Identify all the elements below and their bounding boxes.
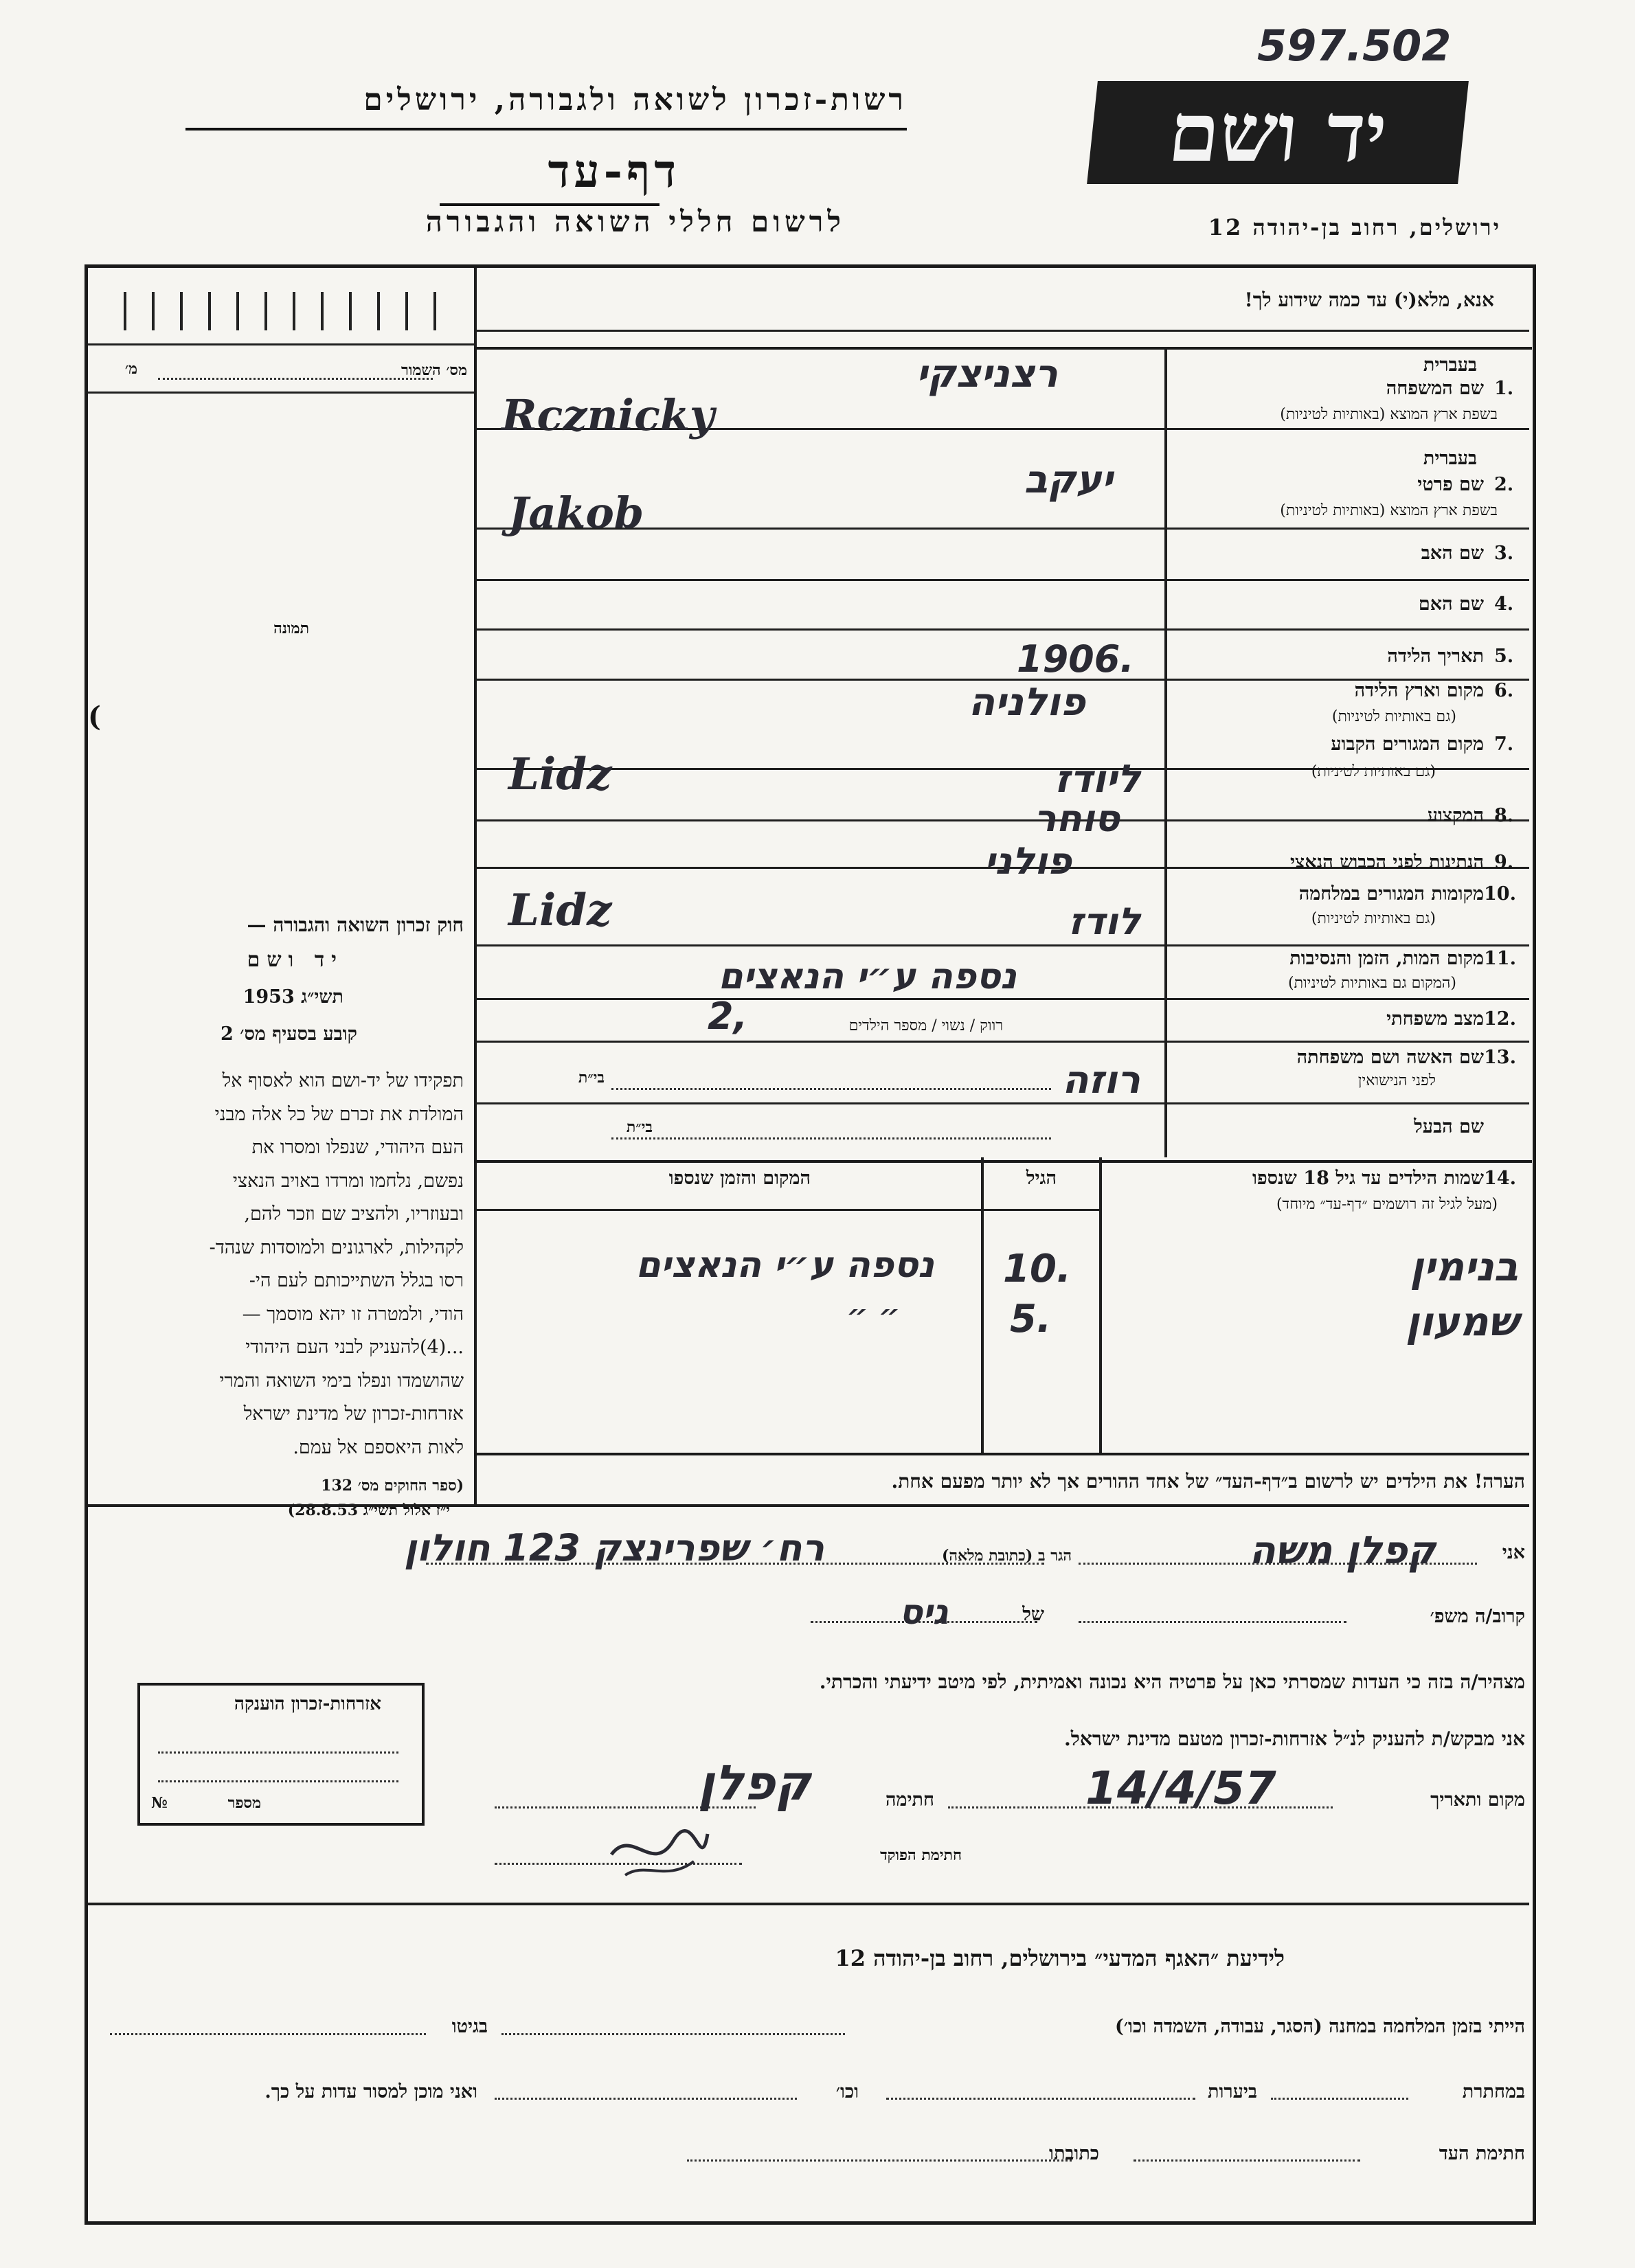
field-13-number: 13. — [1484, 1047, 1516, 1068]
law-reference-2: י״ז אלול תשי״ג 28.8.53) — [287, 1501, 450, 1519]
husband-birth-label: בי״ת — [626, 1118, 653, 1136]
yad-vashem-address: ירושלים, רחוב בן-יהודה 12 — [1208, 214, 1501, 240]
field-9-number: 9. — [1494, 852, 1514, 873]
field-12-options: רווק / נשוי / מספר הילדים — [848, 1017, 1003, 1034]
law-logo: יד ושם — [247, 948, 343, 972]
field-7-number: 7. — [1494, 734, 1514, 755]
law-line: נפשם, נלחמו ומרדו באויב הנאצי — [232, 1170, 464, 1192]
law-line: המולדת את זכרם של כל אלה מבני — [214, 1103, 464, 1125]
child-2-place: ״ ״ — [846, 1298, 900, 1333]
field-7-label: מקום המגורים הקבוע — [1331, 734, 1484, 755]
children-number: 14. — [1484, 1168, 1516, 1189]
law-year: תשי״ג 1953 — [243, 986, 343, 1008]
law-title: חוק זכרון השואה והגבורה — — [247, 914, 464, 936]
declaration-date: 14/4/57 — [1085, 1762, 1276, 1815]
form-title: דף-עד — [548, 144, 680, 198]
child-1-name: בנימין — [1410, 1243, 1518, 1290]
archive-number: 597.502 — [1257, 21, 1452, 71]
field-8-number: 8. — [1494, 805, 1514, 826]
field-10-number: 10. — [1484, 883, 1516, 905]
field-13-label: שם האשה ושם משפחתה — [1296, 1047, 1484, 1068]
child-2-age: 5. — [1010, 1297, 1052, 1341]
children-place-header: המקום והזמן שנספו — [668, 1168, 811, 1189]
bottom-line2-d: ואני מוכן למסור עדות על כך. — [264, 2081, 477, 2102]
law-line: אזרחות-זכרון של מדינת ישראל — [243, 1403, 464, 1425]
field-12-label: מצב משפחתי — [1386, 1008, 1484, 1030]
declarant-resident-label: הגר ב (כתובת מלאה) — [941, 1547, 1072, 1565]
remark-text: הערה! את הילדים יש לרשום ב״דף-העד״ של אחד ההורים אך לא יותר מפעם אחת. — [891, 1470, 1525, 1493]
field-1-label: שם המשפחה — [1386, 378, 1484, 399]
bottom-line2-b: ביערות — [1207, 2081, 1257, 2102]
official-signature-label: חתימת הפוקד — [880, 1846, 962, 1864]
law-line: שהושמדו ונפלו בימי השואה והמרי — [219, 1370, 464, 1392]
field-13-value: רוזה — [1062, 1058, 1140, 1102]
field-6-number: 6. — [1494, 680, 1514, 701]
bottom-line3-b: כתובתו — [1049, 2143, 1099, 2164]
children-age-header: הגיל — [1026, 1168, 1057, 1189]
declaration-text: מצהיר/ה בזה כי העדות שמסרתי כאן על פרטיה היא נכונה ואמיתית, לפי מיטב ידיעתי והכרתי. — [819, 1670, 1525, 1693]
field-2-hebrew-label: בעברית — [1423, 448, 1477, 469]
field-13-birth-label: בי״ת — [578, 1069, 605, 1087]
field-9-label: הנתינות לפני הכבוש הנאצי — [1289, 852, 1484, 873]
law-line: העם היהודי, שנפלו ומסרו את — [251, 1137, 464, 1158]
field-5-value: 1906. — [1017, 637, 1134, 681]
field-11-label: מקום המות, הזמן והנסיבות — [1289, 948, 1484, 969]
field-6-note: (גם באותיות לטיניות) — [1331, 708, 1456, 725]
field-12-value: 2, — [708, 995, 748, 1038]
field-4-label: שם האם — [1418, 593, 1484, 615]
field-10-value-latin: Lidz — [508, 885, 612, 936]
instruction-text: אנא, מלא(י) עד כמה שידוע לך! — [1244, 288, 1494, 311]
field-11-number: 11. — [1484, 948, 1516, 969]
bottom-line2-c: וכו׳ — [835, 2081, 859, 2102]
authority-title: רשות-זכרון לשואה ולגבורה, ירושלים — [363, 82, 907, 117]
field-8-label: המקצוע — [1427, 805, 1484, 826]
file-number-label: מס׳ השמור — [401, 361, 467, 379]
stamp-box-number-label: מספר — [227, 1794, 261, 1812]
field-2-label: שם פרטי — [1417, 474, 1484, 495]
field-2-value-hebrew: יעקב — [1024, 457, 1113, 502]
law-line: תפקידו של יד-ושם הוא לאסוף אל — [222, 1070, 464, 1091]
authority-underline — [185, 128, 907, 131]
field-5-number: 5. — [1494, 646, 1514, 667]
field-2-value-latin: Jakob — [508, 488, 644, 538]
field-9-value: פולני — [984, 839, 1072, 883]
field-7-value-latin: Lidz — [508, 749, 612, 800]
punch-mark: ( — [88, 701, 101, 733]
relation-of-label: של — [1022, 1604, 1044, 1625]
file-ticks — [124, 292, 440, 330]
relation-value: גיס — [899, 1592, 948, 1632]
child-2-name: שמעון — [1406, 1298, 1518, 1345]
field-10-note: (גם באותיות לטיניות) — [1311, 910, 1436, 927]
declarant-name: קפלן משה — [1249, 1528, 1436, 1573]
bottom-line3-a: חתימת העד — [1439, 2143, 1525, 2164]
child-1-age: 10. — [1003, 1247, 1072, 1291]
official-signature-scribble — [605, 1813, 714, 1889]
signature-label: חתימה — [885, 1789, 934, 1811]
field-11-note: (המקום גם באותיות לטיניות) — [1288, 975, 1456, 992]
field-11-value: נספה ע״י הנאצים — [718, 956, 1017, 997]
field-1-value-latin: Rcznicky — [501, 390, 714, 440]
field-5-label: תאריך הלידה — [1387, 646, 1484, 667]
bottom-line1-b: בגיטו — [451, 2016, 488, 2037]
field-7-value-hebrew: ליודז — [1055, 757, 1140, 802]
field-12-number: 12. — [1484, 1008, 1516, 1030]
field-8-value: סוחר — [1034, 797, 1120, 840]
yad-vashem-logo: יד ושם — [1087, 81, 1469, 184]
law-line: רסו בגלל השתייכותם לעם הי- — [249, 1270, 464, 1291]
law-clause: קובע בסעיף מס׳ 2 — [221, 1023, 357, 1045]
request-text: אני מבקש/ת להעניק לנ״ל אזרחות-זכרון מטעם מדינת ישראל. — [1064, 1727, 1525, 1750]
field-3-label: שם האב — [1421, 543, 1484, 564]
file-number-mark: מ׳ — [124, 360, 137, 378]
declarant-address: רח׳ שפרינצק 123 חולון — [404, 1526, 824, 1569]
field-1-number: 1. — [1494, 378, 1514, 399]
child-1-place: נספה ע״י הנאצים — [635, 1245, 934, 1286]
field-1-value-hebrew: רצניצקי — [916, 352, 1058, 396]
field-2-note: בשפת ארץ המוצא (באותיות לטיניות) — [1280, 502, 1498, 519]
law-line: הודי, ולמטרה זו יהא מוסמך — — [242, 1303, 464, 1325]
field-1-hebrew-label: בעברית — [1423, 354, 1477, 376]
children-note: (מעל לגיל זה רושמים ״דף-עד״ מיוחד) — [1276, 1196, 1498, 1213]
field-7-note: (גם באותיות לטיניות) — [1311, 763, 1436, 780]
bottom-title: לידיעת ״האגף המדעי״ בירושלים, רחוב בן-יהודה 12 — [835, 1945, 1285, 1971]
field-1-note: בשפת ארץ המוצא (באותיות לטיניות) — [1280, 406, 1498, 423]
field-10-label: מקומות המגורים במלחמה — [1298, 883, 1484, 905]
place-date-label: מקום ותאריך — [1430, 1789, 1525, 1811]
declarant-signature: קפלן — [698, 1755, 811, 1811]
declarant-i-label: אני — [1502, 1542, 1525, 1563]
field-6-label: מקום וארץ הלידה — [1354, 680, 1484, 701]
stamp-box-no-sign: № — [151, 1794, 168, 1812]
field-2-number: 2. — [1494, 474, 1514, 495]
field-13-note: לפני הנישואין — [1357, 1072, 1436, 1089]
law-line: לאות היאספם אל עמם. — [293, 1436, 464, 1458]
stamp-box-title: אזרחות-זכרון הוענקה — [234, 1694, 381, 1714]
field-10-value-hebrew: לודז — [1068, 900, 1140, 943]
field-3-number: 3. — [1494, 543, 1514, 564]
field-4-number: 4. — [1494, 593, 1514, 615]
field-6-value: פולניה — [968, 680, 1085, 725]
law-line: ...(4)להעניק לבני העם היהודי — [245, 1337, 464, 1358]
photo-label: תמונה — [273, 620, 309, 637]
children-label: שמות הילדים עד גיל 18 שנספו — [1252, 1168, 1484, 1189]
husband-label: שם הבעל — [1414, 1116, 1484, 1137]
law-line: ובעוזריו, ולהציב שם וזכר להם, — [244, 1203, 464, 1225]
law-text — [210, 1065, 464, 1464]
bottom-line2-a: במחתרת — [1462, 2081, 1525, 2102]
law-reference-1: (ספר החוקים מס׳ 132 — [321, 1477, 464, 1495]
form-subtitle: לרשום חללי השואה והגבורה — [425, 205, 845, 238]
law-line: לקהילות, לארגונים ולמוסדות שנהד- — [209, 1236, 464, 1258]
bottom-line1-a: הייתי בזמן המלחמה במחנה (הסגר, עבודה, השמדה וכו׳) — [1115, 2016, 1525, 2037]
relation-label: קרוב/ה משפ׳ — [1430, 1606, 1525, 1627]
